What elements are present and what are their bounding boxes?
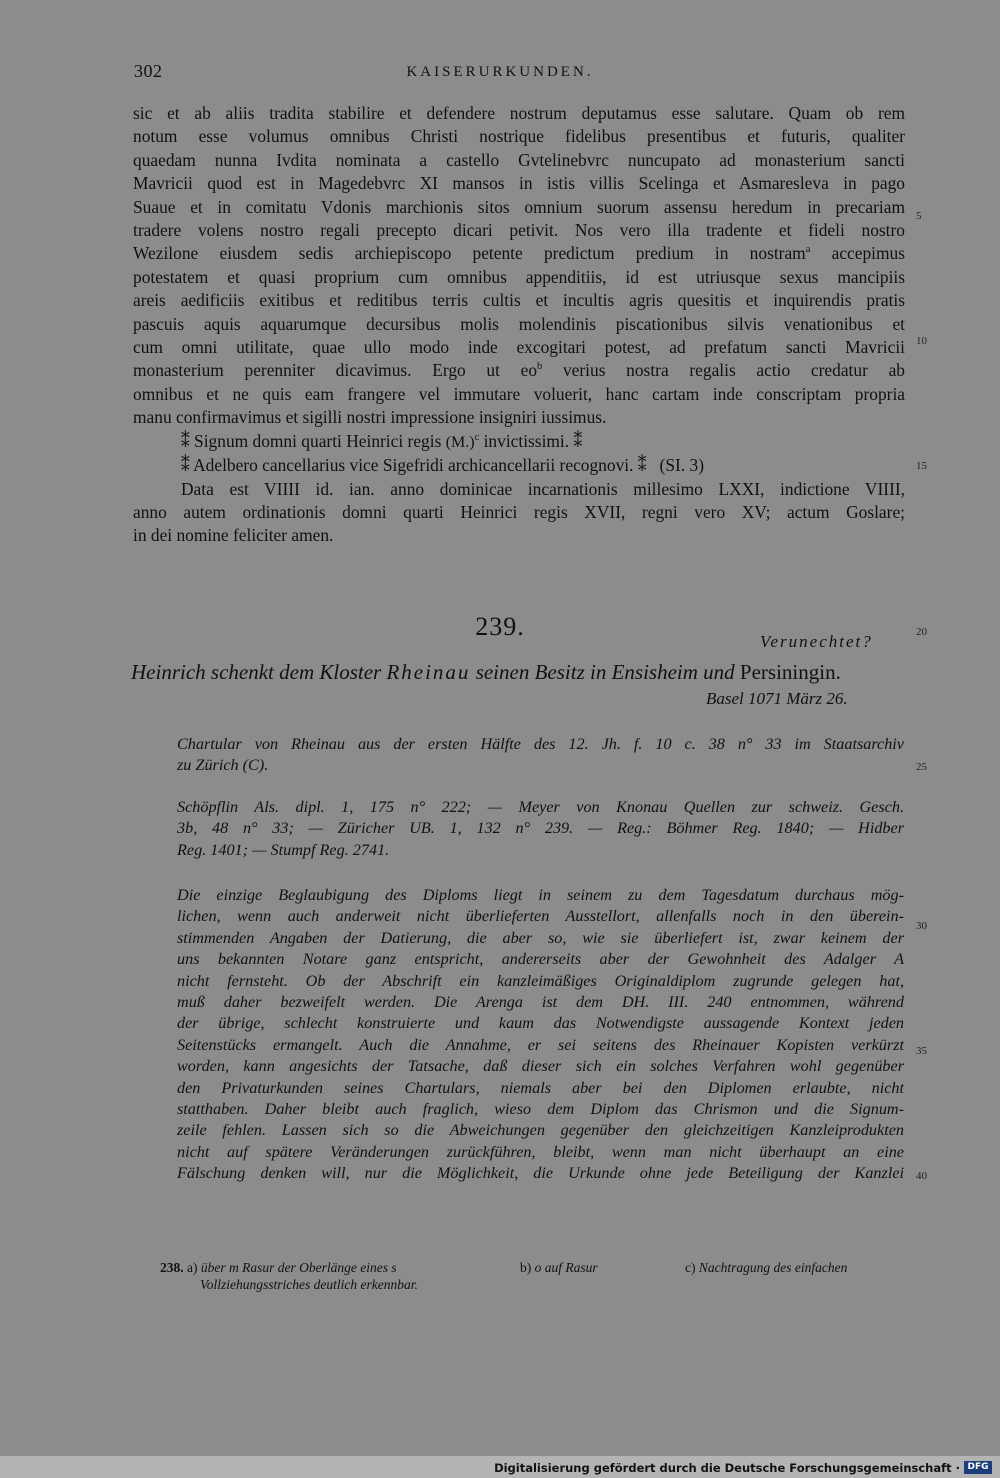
text-line: cum omni utilitate, quae ullo modo inde excogitari potest, ad prefatum sancti Mavricii	[133, 337, 905, 358]
seal-mark: (SI. 3)	[659, 455, 704, 476]
text-line: omnibus et ne quis eam frangere vel immutare voluerit, hanc cartam inde conscriptam propria	[133, 383, 905, 404]
line-number: 35	[916, 1045, 927, 1057]
commentary: Die einzige Beglaubigung des Diploms liegt in seinem zu dem Tagesdatum durchaus mög- lichen, wenn auch anderweit nicht überlieferten Ausstellort, allenfalls noch in den überein- stimmenden Angaben der Datierung, die aber so, wie sie überliefert ist, zwar keinem der uns bekannten Notare ganz entspricht, andererseits aber der Gewohnheit des Adalger A nicht fernsteht. Ob der Abschrift ein kanzleimäßiges Originaldiplom zugrunde gelegen hat, muß daher bezweifelt werden. Die Arenga ist dem DH. III. 240 entnommen, während der übrige, schlecht konstruierte und kaum das Notwendigste aussagende Kontext jeden Seitenstücks ermangelt. Auch die Annahme, er sei seitens des Rheinauer Kopisten verkürzt worden, kann angesichts der Tatsache, daß dieser sich ein solches Verfahren wohl gegenüber den Privaturkunden seines Chartulars, niemals aber bei den Diplomen erlaubte, nicht statthaben. Daher bleibt auch fraglich, wieso dem Diplom das Chrismon und die Signum- zeile fehlen. Lassen sich so die Abweichungen gegenüber den gleichzeitigen Kanzleiprodukten nicht auf spätere Veränderungen zurückführen, bleibt, wenn man nicht überhaupt an eine Fälschung denken will, nur die Möglichkeit, die Urkunde ohne jede Beteiligung der Kanzlei	[177, 886, 904, 1183]
line-number: 40	[916, 1170, 927, 1182]
monogram-mark: (M.)	[445, 433, 475, 451]
line-number: 15	[916, 460, 927, 472]
text-line: quaedam nunna Ivdita nominata a castello Gvtelinebvrc nuncupato ad monasterium sancti	[133, 149, 905, 170]
document-number: 239.	[475, 612, 525, 641]
dating-line: in dei nomine feliciter amen.	[133, 525, 334, 546]
editions-list: Schöpflin Als. dipl. 1, 175 n° 222; — Meyer von Knonau Quellen zur schweiz. Gesch. 3b, 48 n° 33; — Züricher UB. 1, 132 n° 239. — Reg.: Böhmer Reg. 1840; — Hidber Reg. 1401; — Stumpf Reg. 2741.	[177, 798, 904, 859]
footnote-marker: a	[805, 244, 811, 256]
recognition-line: ⁑ Adelbero cancellarius vice Sigefridi archicancellarii recognovi. ⁑ (SI. 3)	[181, 455, 704, 476]
dating-line: anno autem ordinationis domni quarti Heinrici regis XVII, regni vero XV; actum Goslare;	[133, 501, 905, 522]
footnotes: 238. a) über m Rasur der Oberlänge eines s b) o auf Rasur c) Nachtragung des einfachen Vollziehungsstriches deutlich erkennbar.	[160, 1260, 848, 1292]
page-number: 302	[134, 61, 163, 81]
text-line: tradere volens nostro regali precepto dicari petivit. Nos vero illa tradente et fideli nostro	[133, 220, 905, 241]
authenticity-note: Verunechtet?	[760, 632, 873, 651]
line-number: 10	[916, 335, 927, 347]
dating-line: Data est VIIII id. ian. anno dominicae incarnationis millesimo LXXI, indictione VIIII,	[181, 478, 905, 499]
source-tradition: Chartular von Rheinau aus der ersten Hälfte des 12. Jh. f. 10 c. 38 n° 33 im Staatsarchiv zu Zürich (C).	[177, 735, 904, 775]
signum-line: ⁑ Signum domni quarti Heinrici regis $(M.)^c$ invictissimi. ⁑	[181, 430, 583, 451]
text-line: Wezilone eiusdem sedis archiepiscopo petente predictum predium in nostram$^a$ accepimus	[133, 243, 905, 264]
line-number: 20	[916, 626, 927, 638]
text-line: manu confirmavimus et sigilli nostri impressione insigniri iussimus.	[133, 407, 607, 428]
funding-credit: Digitalisierung gefördert durch die Deutsche Forschungsgemeinschaft ·	[494, 1461, 960, 1475]
line-number: 25	[916, 761, 927, 773]
text-line: sic et ab aliis tradita stabilire et defendere nostrum deputamus esse salutare. Quam ob rem	[133, 103, 905, 123]
text-line: monasterium perenniter dicavimus. Ergo ut $eo^b$ verius nostra regalis actio credatur ab	[133, 360, 905, 381]
running-title: KAISERURKUNDEN.	[406, 64, 594, 80]
line-number: 30	[916, 920, 927, 932]
text-line: potestatem et quasi proprium cum omnibus appenditiis, id est utriusque sexus mancipiis	[133, 266, 905, 287]
line-number: 5	[916, 210, 922, 222]
charter-text	[133, 102, 905, 548]
text-line: Suaue et in comitatu Vdonis marchionis sitos omnium suorum assensu heredum in precariam	[133, 196, 905, 217]
place-date: Basel 1071 März 26.	[706, 689, 848, 708]
text-line: areis aedificiis exitibus et reditibus terris cultis et incultis agris quesitis et inquirendis pratis	[133, 290, 905, 311]
document-regest: Heinrich schenkt dem Kloster Rheinau seinen Besitz in Ensisheim und Persiningin.	[131, 660, 841, 684]
footnote-marker: b	[537, 361, 543, 373]
dfg-logo: DFG	[964, 1461, 992, 1474]
text-line: Mavricii quod est in Magedebvrc XI mansos in istis villis Scelinga et Asmaresleva in pago	[133, 173, 905, 194]
text-line: notum esse volumus omnibus Christi nostrique fidelibus presentibus et futuris, qualiter	[133, 126, 905, 147]
text-line: pascuis aquis aquarumque decursibus molis molendinis piscationibus silvis venationibus et	[133, 313, 905, 334]
